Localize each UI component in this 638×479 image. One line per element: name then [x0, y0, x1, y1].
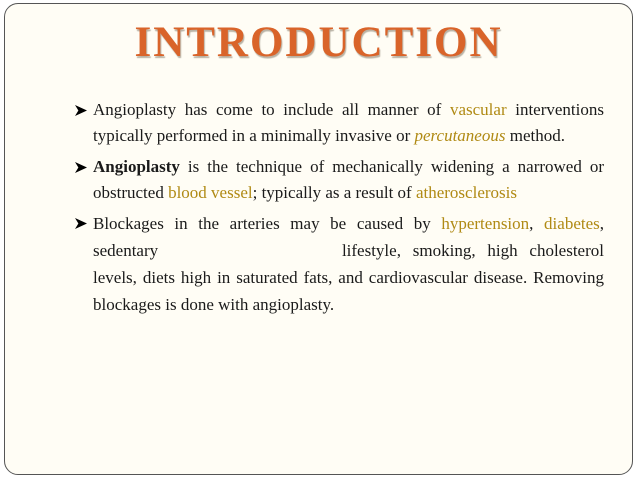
blood-vessel-link[interactable]: blood vessel — [168, 183, 253, 202]
bullet-1-text-3: method. — [505, 126, 565, 145]
bullet-3-text-3: , sedentary — [93, 214, 604, 260]
bullet-3-text-1: Blockages in the arteries may be caused by — [93, 214, 442, 233]
bullet-3-text-4: lifestyle, smoking, high cholesterol levels, diets high in saturated fats, and cardiovascular disease. Removing blockages is done with angioplasty. — [93, 241, 604, 314]
bullet-item-3 — [77, 210, 604, 318]
slide — [4, 3, 633, 475]
atherosclerosis-link[interactable]: atherosclerosis — [415, 183, 517, 202]
hypertension-link[interactable]: hypertension — [441, 214, 530, 233]
slide-content — [77, 97, 604, 323]
bullet-arrow-icon — [75, 162, 87, 173]
bullet-3-text-2: , — [529, 214, 545, 233]
bullet-arrow-icon — [75, 105, 87, 116]
percutaneous-link[interactable]: percutaneous — [414, 126, 506, 145]
bullet-item-2 — [77, 154, 604, 206]
bullet-1-text-1: Angioplasty has come to include all manner of — [93, 100, 450, 119]
bullet-item-1 — [77, 97, 604, 149]
bullet-2-text-1: is the technique of mechanically widening a narrowed or obstructed — [93, 157, 604, 202]
bullet-1-text-2: interventions typically performed in a minimally invasive or — [93, 100, 604, 145]
bullet-2-text-2: ; typically as a result of — [252, 183, 416, 202]
vascular-link[interactable]: vascular — [449, 100, 507, 119]
diabetes-link[interactable]: diabetes — [544, 214, 600, 233]
slide-title: INTRODUCTION — [134, 19, 503, 66]
bullet-2-strong: Angioplasty — [93, 157, 180, 176]
bullet-arrow-icon — [75, 218, 87, 229]
